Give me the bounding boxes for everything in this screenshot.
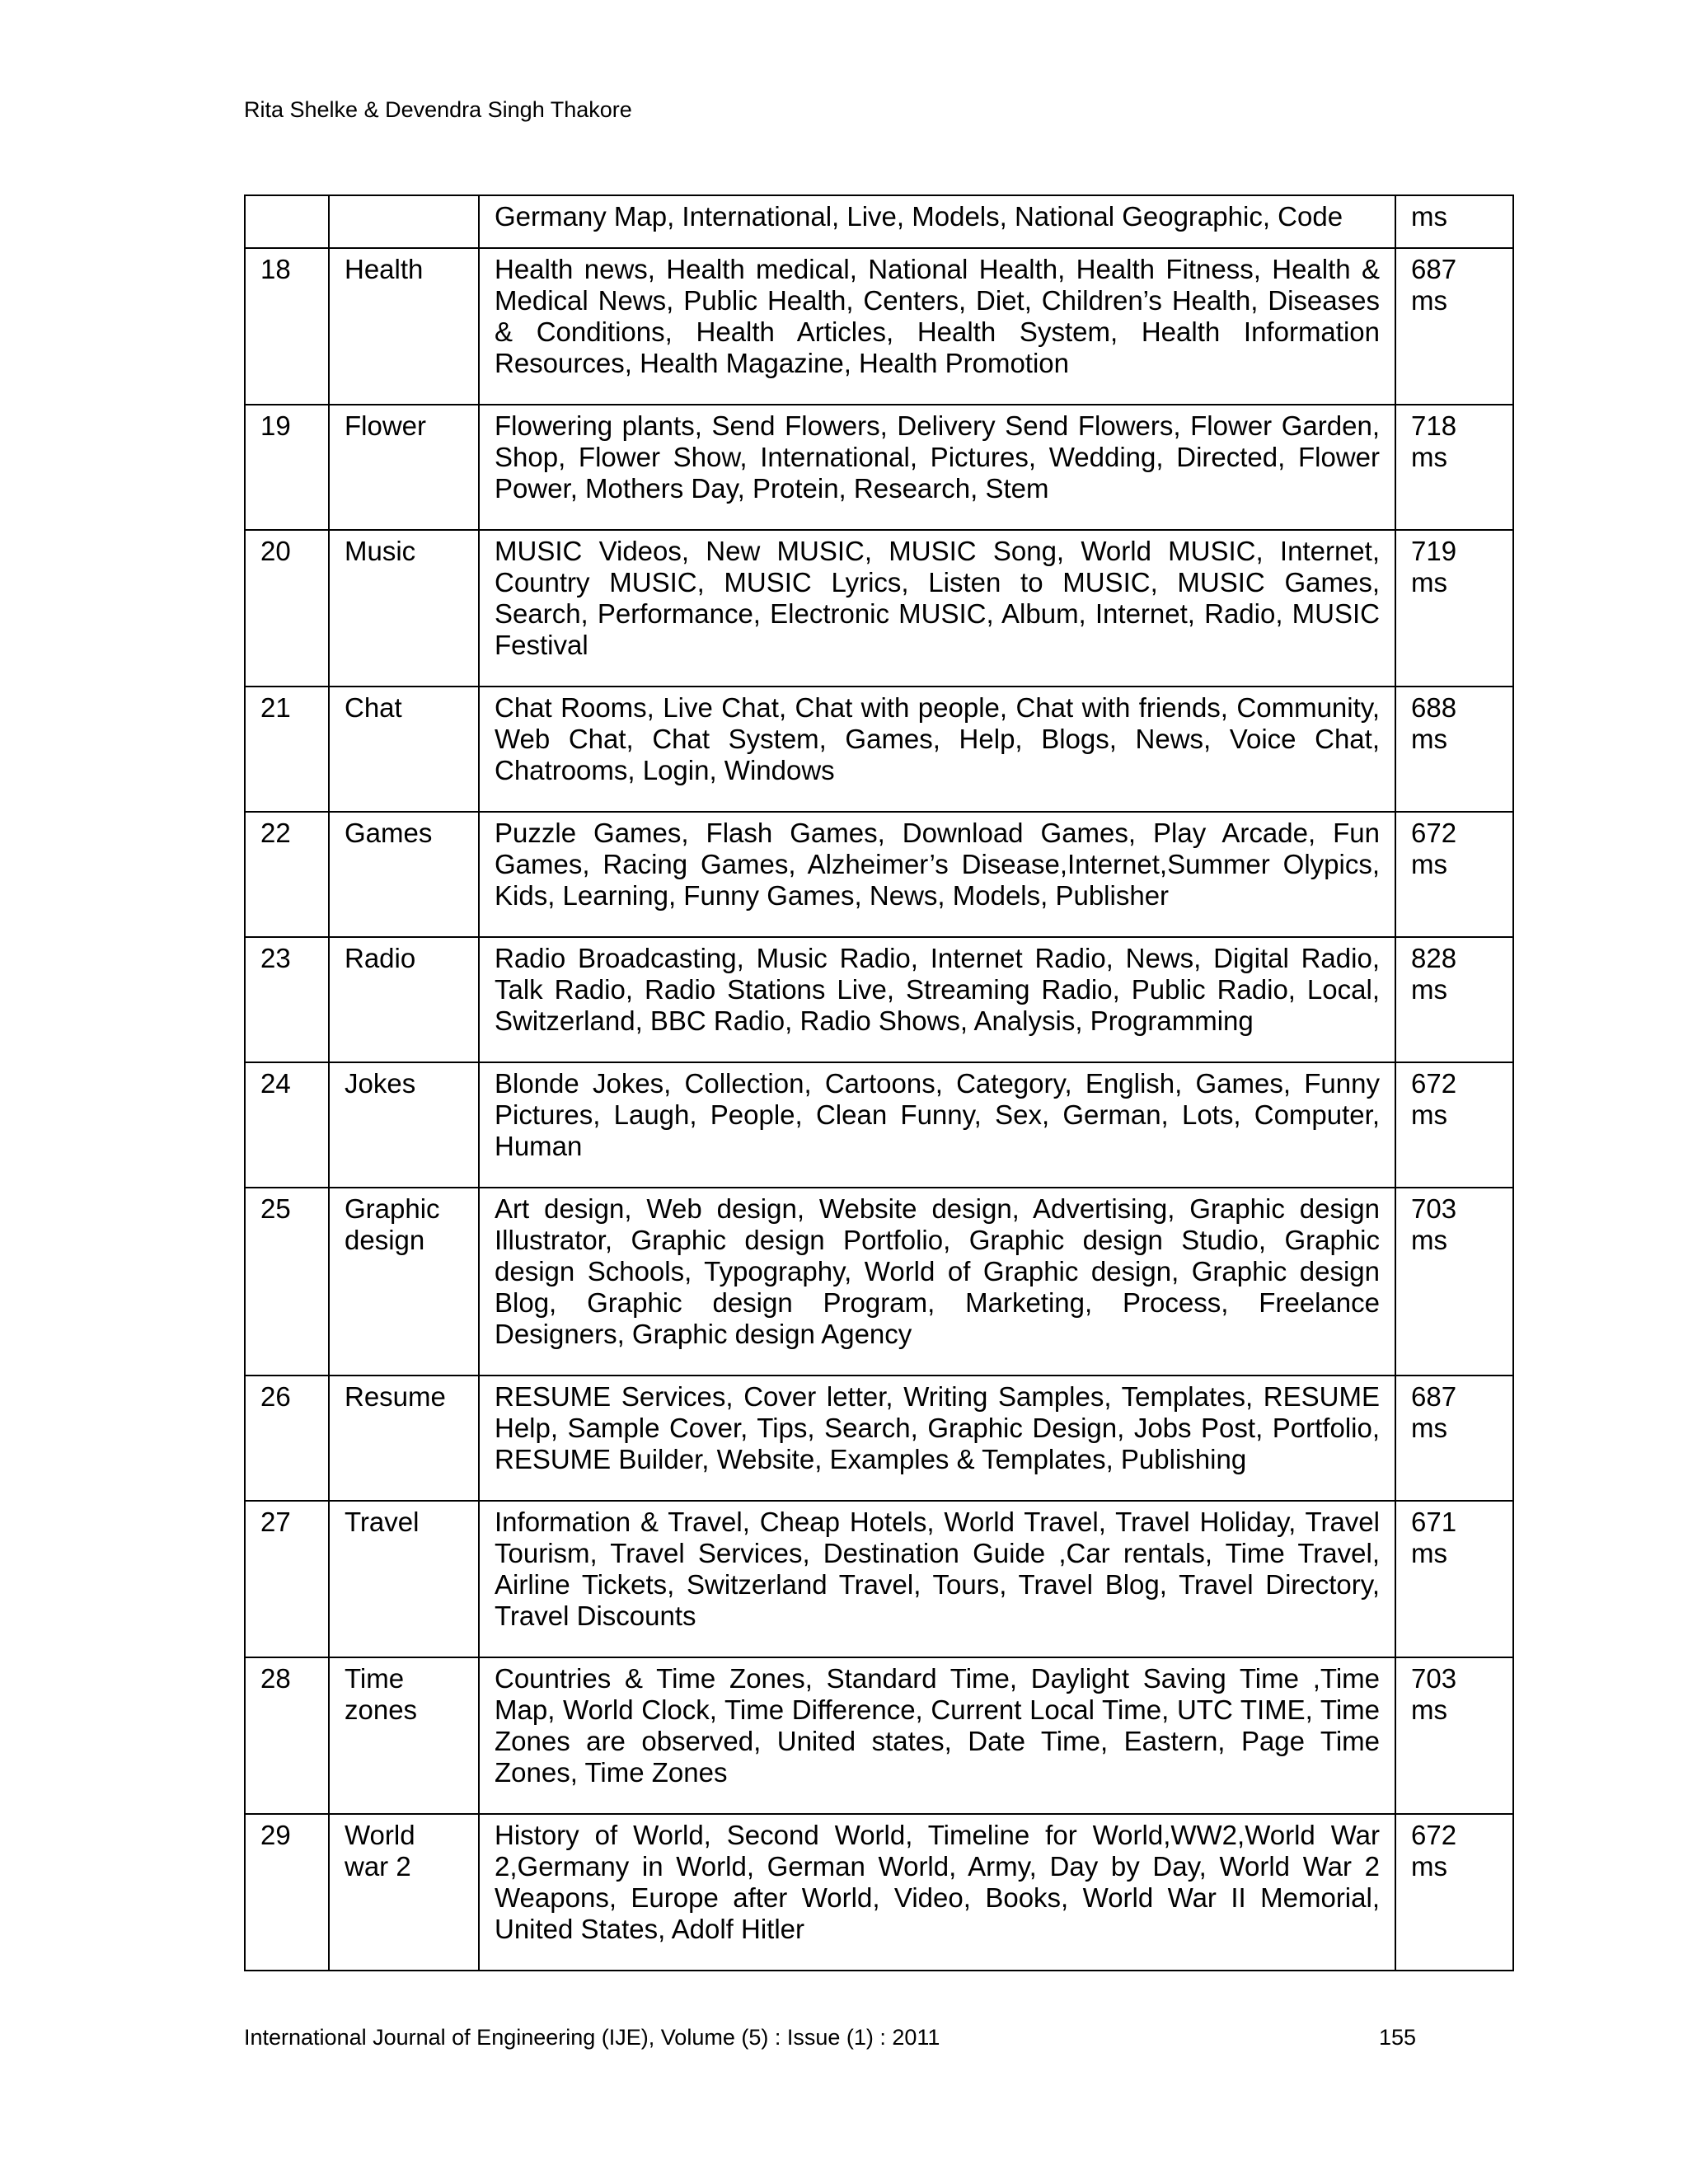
cell-keywords: Puzzle Games, Flash Games, Download Games, Play Arcade, Fun Games, Racing Games, Alzheimer’s Disease,Internet,Summer Olypics, Kids, Learning, Funny Games, News, Models, Publisher	[479, 812, 1395, 937]
cell-keywords: Flowering plants, Send Flowers, Delivery Send Flowers, Flower Garden, Shop, Flower Show, International, Pictures, Wedding, Directed, Flower Power, Mothers Day, Protein, Research, Stem	[479, 405, 1395, 530]
cell-keywords: Blonde Jokes, Collection, Cartoons, Category, English, Games, Funny Pictures, Laugh, People, Clean Funny, Sex, German, Lots, Computer, Human	[479, 1062, 1395, 1188]
journal-footer: International Journal of Engineering (IJE), Volume (5) : Issue (1) : 2011	[244, 2025, 940, 2050]
cell-time: 672 ms	[1395, 812, 1513, 937]
table-row	[245, 1501, 1513, 1657]
cell-time: 687 ms	[1395, 248, 1513, 405]
cell-time: ms	[1395, 195, 1513, 248]
table-row	[245, 937, 1513, 1062]
page-number: 155	[1379, 2025, 1417, 2050]
cell-time: 671 ms	[1395, 1501, 1513, 1657]
cell-number: 25	[245, 1188, 329, 1376]
table-body	[245, 195, 1513, 1971]
running-header: Rita Shelke & Devendra Singh Thakore	[244, 97, 632, 122]
cell-category: Flower	[329, 405, 479, 530]
cell-keywords: Germany Map, International, Live, Models, National Geographic, Code	[479, 195, 1395, 248]
results-table	[244, 194, 1514, 1971]
cell-number: 21	[245, 687, 329, 812]
cell-keywords: Chat Rooms, Live Chat, Chat with people, Chat with friends, Community, Web Chat, Chat System, Games, Help, Blogs, News, Voice Chat, Chatrooms, Login, Windows	[479, 687, 1395, 812]
table-row	[245, 530, 1513, 687]
cell-time: 828 ms	[1395, 937, 1513, 1062]
table-row	[245, 248, 1513, 405]
cell-keywords: RESUME Services, Cover letter, Writing Samples, Templates, RESUME Help, Sample Cover, Tips, Search, Graphic Design, Jobs Post, Portfolio, RESUME Builder, Website, Examples & Templates, Publishing	[479, 1376, 1395, 1501]
table-row-continuation	[245, 195, 1513, 248]
cell-number: 23	[245, 937, 329, 1062]
cell-category: Jokes	[329, 1062, 479, 1188]
cell-keywords: MUSIC Videos, New MUSIC, MUSIC Song, World MUSIC, Internet, Country MUSIC, MUSIC Lyrics, Listen to MUSIC, MUSIC Games, Search, Performance, Electronic MUSIC, Album, Internet, Radio, MUSIC Festival	[479, 530, 1395, 687]
cell-time: 719 ms	[1395, 530, 1513, 687]
cell-keywords: Countries & Time Zones, Standard Time, Daylight Saving Time ,Time Map, World Clock, Time Difference, Current Local Time, UTC TIME, Time Zones are observed, United states, Date Time, Eastern, Page Time Zones, Time Zones	[479, 1657, 1395, 1814]
cell-number	[245, 195, 329, 248]
cell-keywords: Health news, Health medical, National Health, Health Fitness, Health & Medical News, Public Health, Centers, Diet, Children’s Health, Diseases & Conditions, Health Articles, Health System, Health Information Resources, Health Magazine, Health Promotion	[479, 248, 1395, 405]
cell-number: 19	[245, 405, 329, 530]
cell-number: 18	[245, 248, 329, 405]
cell-time: 718 ms	[1395, 405, 1513, 530]
cell-keywords: History of World, Second World, Timeline for World,WW2,World War 2,Germany in World, German World, Army, Day by Day, World War 2 Weapons, Europe after World, Video, Books, World War II Memorial, United States, Adolf Hitler	[479, 1814, 1395, 1971]
cell-category: Chat	[329, 687, 479, 812]
cell-number: 27	[245, 1501, 329, 1657]
cell-number: 22	[245, 812, 329, 937]
cell-keywords: Art design, Web design, Website design, Advertising, Graphic design Illustrator, Graphic design Portfolio, Graphic design Studio, Graphic design Schools, Typography, World of Graphic design, Graphic design Blog, Graphic design Program, Marketing, Process, Freelance Designers, Graphic design Agency	[479, 1188, 1395, 1376]
cell-number: 28	[245, 1657, 329, 1814]
cell-category: Health	[329, 248, 479, 405]
table-row	[245, 1814, 1513, 1971]
cell-category: Radio	[329, 937, 479, 1062]
cell-time: 672 ms	[1395, 1062, 1513, 1188]
cell-category: World war 2	[329, 1814, 479, 1971]
cell-number: 26	[245, 1376, 329, 1501]
table-row	[245, 687, 1513, 812]
cell-category: Graphic design	[329, 1188, 479, 1376]
cell-number: 29	[245, 1814, 329, 1971]
table-row	[245, 1657, 1513, 1814]
cell-time: 672 ms	[1395, 1814, 1513, 1971]
table-row	[245, 1062, 1513, 1188]
table-row	[245, 1376, 1513, 1501]
table-row	[245, 405, 1513, 530]
cell-time: 688 ms	[1395, 687, 1513, 812]
table-row	[245, 812, 1513, 937]
cell-category: Travel	[329, 1501, 479, 1657]
cell-number: 24	[245, 1062, 329, 1188]
cell-category	[329, 195, 479, 248]
cell-category: Resume	[329, 1376, 479, 1501]
cell-time: 703 ms	[1395, 1188, 1513, 1376]
cell-category: Games	[329, 812, 479, 937]
cell-time: 687 ms	[1395, 1376, 1513, 1501]
table-row	[245, 1188, 1513, 1376]
cell-keywords: Radio Broadcasting, Music Radio, Internet Radio, News, Digital Radio, Talk Radio, Radio Stations Live, Streaming Radio, Public Radio, Local, Switzerland, BBC Radio, Radio Shows, Analysis, Programming	[479, 937, 1395, 1062]
cell-category: Music	[329, 530, 479, 687]
cell-category: Time zones	[329, 1657, 479, 1814]
cell-number: 20	[245, 530, 329, 687]
cell-keywords: Information & Travel, Cheap Hotels, World Travel, Travel Holiday, Travel Tourism, Travel Services, Destination Guide ,Car rentals, Time Travel, Airline Tickets, Switzerland Travel, Tours, Travel Blog, Travel Directory, Travel Discounts	[479, 1501, 1395, 1657]
cell-time: 703 ms	[1395, 1657, 1513, 1814]
